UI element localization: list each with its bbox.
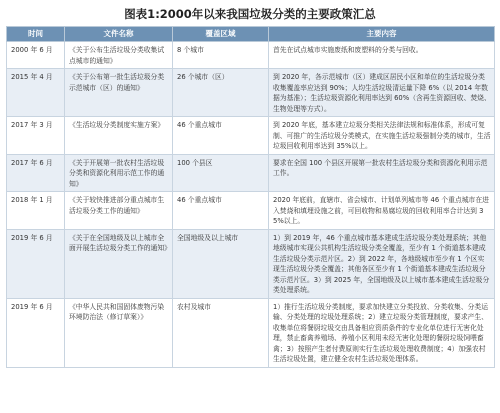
table-row (7, 154, 495, 192)
row-content: 要求在全国 100 个县区开展第一批农村生活垃圾分类和资源化利用示范工作。 (269, 154, 495, 192)
row-date: 2018 年 1 月 (7, 192, 65, 230)
row-document: 《关于在全国地级及以上城市全面开展生活垃圾分类工作的通知》 (65, 229, 173, 298)
row-document: 《生活垃圾分类制度实施方案》 (65, 117, 173, 155)
row-area: 100 个县区 (173, 154, 269, 192)
header-document: 文件名称 (65, 27, 173, 42)
row-date: 2019 年 6 月 (7, 298, 65, 367)
table-row (7, 117, 495, 155)
row-area: 8 个城市 (173, 42, 269, 69)
header-content: 主要内容 (269, 27, 495, 42)
row-content: 2020 年底前，直辖市、省会城市、计划单列城市等 46 个重点城市在进入焚烧和填埋设施之前，可回收物和易腐垃圾的回收利用率合计达到 35%以上。 (269, 192, 495, 230)
row-date: 2019 年 6 月 (7, 229, 65, 298)
row-content: 首先在试点城市实施废纸和废塑料的分类与回收。 (269, 42, 495, 69)
row-content: 到 2020 年底，基本建立垃圾分类相关法律法规和标准体系，形成可复制、可推广的生活垃圾分类模式，在实施生活垃圾强制分类的城市，生活垃圾回收利用率达到 35%以上。 (269, 117, 495, 155)
table-row (7, 298, 495, 367)
row-document: 《中华人民共和国固体废物污染环境防治法（修订草案）》 (65, 298, 173, 367)
table-row (7, 229, 495, 298)
row-date: 2017 年 3 月 (7, 117, 65, 155)
row-area: 46 个重点城市 (173, 192, 269, 230)
chart-title: 图表1:2000年以来我国垃圾分类的主要政策汇总 (124, 7, 376, 21)
policy-table (6, 26, 495, 368)
table-header-row (7, 27, 495, 42)
table-row (7, 42, 495, 69)
row-content: 1）到 2019 年，46 个重点城市基本建成生活垃圾分类处理系统；其他地级城市实现公共机构生活垃圾分类全覆盖，至少有 1 个街道基本建成生活垃圾分类示范片区。2）到 2022 年，各地级城市至少有 1 个区实现生活垃圾分类全覆盖；其他各区至少有 1 个街道基本建成生活垃圾分类示范片区。3）到 2025 年，全国地级及以上城市基本建成生活垃圾分类处理系统。 (269, 229, 495, 298)
row-date: 2000 年 6 月 (7, 42, 65, 69)
row-area: 农村及城市 (173, 298, 269, 367)
row-area: 26 个城市（区） (173, 69, 269, 117)
row-content: 到 2020 年，各示范城市（区）建成区居民小区和单位的生活垃圾分类收集覆盖率应达到 90%；人均生活垃圾清运量下降 6%（以 2014 年数据为基准）；生活垃圾资源化利用率达到 60%（含再生资源回收、焚烧、生物处理等方式）。 (269, 69, 495, 117)
table-row (7, 192, 495, 230)
row-content: 1）推行生活垃圾分类制度，要求加快建立分类投放、分类收集、分类运输、分类处理的垃圾处理系统；2）建立垃圾分类管理制度，要求产生、收集单位将餐厨垃圾交由具备相应资质条件的专业化单位进行无害化处理，禁止畜禽养殖场、养殖小区利用未经无害化处理的餐厨垃圾饲喂畜禽；3）按照产生者付费原则实行生活垃圾处理收费制度；4）加强农村生活垃圾处置，建立健全农村生活垃圾处理体系。 (269, 298, 495, 367)
header-date: 时间 (7, 27, 65, 42)
row-document: 《关于公布生活垃圾分类收集试点城市的通知》 (65, 42, 173, 69)
table-row (7, 69, 495, 117)
row-document: 《关于公布第一批生活垃圾分类示范城市（区）的通知》 (65, 69, 173, 117)
row-date: 2015 年 4 月 (7, 69, 65, 117)
row-area: 46 个重点城市 (173, 117, 269, 155)
row-area: 全国地级及以上城市 (173, 229, 269, 298)
row-date: 2017 年 6 月 (7, 154, 65, 192)
header-area: 覆盖区域 (173, 27, 269, 42)
row-document: 《关于开展第一批农村生活垃圾分类和资源化利用示范工作的通知》 (65, 154, 173, 192)
row-document: 《关于较快推进部分重点城市生活垃圾分类工作的通知》 (65, 192, 173, 230)
